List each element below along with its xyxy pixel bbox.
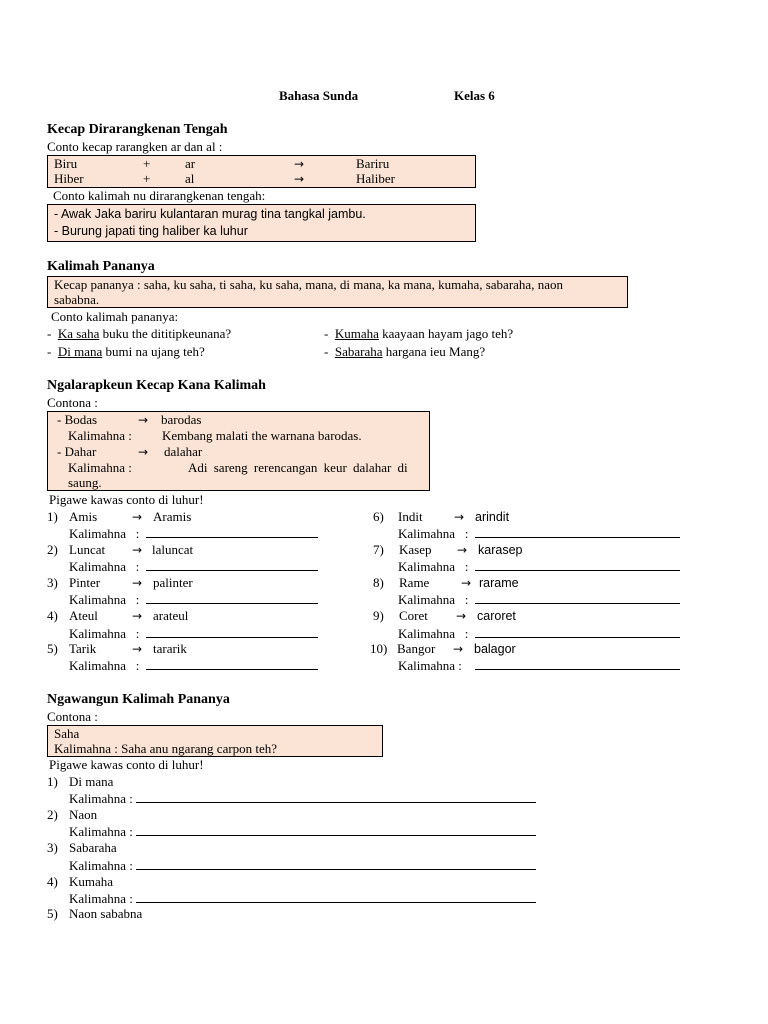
answer-line[interactable]: Kalimahna : <box>69 558 318 575</box>
question-words-line: sababna. <box>54 292 100 307</box>
answer-line[interactable]: Kalimahna : <box>398 591 680 608</box>
answer-line[interactable]: Kalimahna : <box>398 625 680 642</box>
section1-intro2: Conto kalimah nu dirarangkenan tengah: <box>53 188 266 203</box>
exercise-word: Naon <box>69 807 98 822</box>
answer-line[interactable]: Kalimahna : <box>69 790 536 807</box>
exercise-item: 5) <box>47 906 58 921</box>
section4-heading: Ngawangun Kalimah Pananya <box>47 692 230 707</box>
exercise-item: 3) <box>47 575 58 590</box>
exercise-item: 5) <box>47 641 58 656</box>
plus-sign: + <box>143 156 151 171</box>
exercise-result: palinter <box>153 575 193 590</box>
sentence-example-box <box>47 204 476 242</box>
answer-line[interactable]: Kalimahna : <box>69 823 536 840</box>
exercise-item: 8) <box>373 575 384 590</box>
exercise-word: Kasep <box>399 542 432 557</box>
arrow-icon: → <box>456 609 467 623</box>
section2-intro: Conto kalimah pananya: <box>51 309 179 324</box>
exercise-word: Rame <box>399 575 430 590</box>
question-words-box <box>47 276 628 308</box>
exercise-item: 10) <box>370 641 388 656</box>
exercise-word: Bangor <box>397 641 436 656</box>
arrow-icon: → <box>132 642 143 656</box>
arrow-icon: → <box>138 413 149 427</box>
example-word: - Dahar <box>57 444 97 459</box>
arrow-icon: → <box>132 609 143 623</box>
arrow-icon: → <box>457 543 468 557</box>
plus-sign: + <box>143 171 151 186</box>
question-example: - Sabaraha hargana ieu Mang? <box>324 344 486 359</box>
exercise-word: Amis <box>69 509 98 524</box>
example-sentence: Adi sareng rerencangan keur dalahar di <box>188 460 408 475</box>
exercise-item: 9) <box>373 608 384 623</box>
section2-heading: Kalimah Pananya <box>47 259 155 274</box>
arrow-icon: → <box>461 576 472 590</box>
answer-line[interactable]: Kalimahna : <box>398 657 680 674</box>
arrow-icon: → <box>294 157 305 171</box>
arrow-icon: → <box>132 543 143 557</box>
example-sentence: - Burung japati ting haliber ka luhur <box>54 224 248 238</box>
arrow-icon: → <box>294 172 305 186</box>
example-sentence: saung. <box>68 475 102 490</box>
section1-intro: Conto kecap rarangken ar dan al : <box>47 139 223 154</box>
example-sentence: Kalimahna : Saha anu ngarang carpon teh? <box>54 741 278 756</box>
arrow-icon: → <box>454 510 465 524</box>
section4-instruction: Pigawe kawas conto di luhur! <box>49 757 204 772</box>
exercise-item: 2) <box>47 807 58 822</box>
result-word: dalahar <box>164 444 203 459</box>
exercise-result: rarame <box>479 576 519 590</box>
result-word: Bariru <box>356 156 390 171</box>
answer-line[interactable]: Kalimahna : <box>69 625 318 642</box>
exercise-word: Ateul <box>69 608 98 623</box>
answer-line[interactable]: Kalimahna : <box>69 657 318 674</box>
exercise-item: 4) <box>47 874 58 889</box>
exercise-item: 3) <box>47 840 58 855</box>
exercise-word: Coret <box>399 608 428 623</box>
exercise-result: arindit <box>475 510 510 524</box>
exercise-word: Indit <box>398 509 423 524</box>
example-word: - Bodas <box>57 412 98 427</box>
answer-line[interactable]: Kalimahna : <box>69 857 536 874</box>
exercise-result: arateul <box>153 608 189 623</box>
answer-line[interactable]: Kalimahna : <box>398 525 680 542</box>
exercise-result: karasep <box>478 543 523 557</box>
exercise-word: Di mana <box>69 774 114 789</box>
arrow-icon: → <box>132 576 143 590</box>
exercise-item: 4) <box>47 608 58 623</box>
question-example-box <box>47 725 383 757</box>
affix: ar <box>185 156 196 171</box>
section4-contona: Contona : <box>47 709 98 724</box>
exercise-word: Naon sababna <box>69 906 143 921</box>
exercise-word: Pinter <box>69 575 101 590</box>
example-word: Biru <box>54 156 78 171</box>
arrow-icon: → <box>138 445 149 459</box>
question-words-line: Kecap pananya : saha, ku saha, ti saha, ku saha, mana, di mana, ka mana, kumaha, sabaraha, naon <box>54 277 563 292</box>
exercise-word: Sabaraha <box>69 840 117 855</box>
kalimahna-label: Kalimahna : <box>68 460 132 475</box>
grade-title: Kelas 6 <box>454 88 495 103</box>
exercise-result: caroret <box>477 609 516 623</box>
exercise-result: Aramis <box>153 509 192 524</box>
exercise-word: Kumaha <box>69 874 114 889</box>
example-sentence: Kembang malati the warnana barodas. <box>162 428 362 443</box>
question-example: - Kumaha kaayaan hayam jago teh? <box>324 326 514 341</box>
arrow-icon: → <box>132 510 143 524</box>
exercise-result: tararik <box>153 641 187 656</box>
question-example: - Di mana bumi na ujang teh? <box>47 344 205 359</box>
exercise-item: 2) <box>47 542 58 557</box>
example-sentence: - Awak Jaka bariru kulantaran murag tina tangkal jambu. <box>54 207 366 221</box>
answer-line[interactable]: Kalimahna : <box>69 591 318 608</box>
answer-line[interactable]: Kalimahna : <box>69 525 318 542</box>
exercise-result: laluncat <box>152 542 194 557</box>
exercise-item: 1) <box>47 509 58 524</box>
exercise-item: 7) <box>373 542 384 557</box>
question-example: - Ka saha buku the dititipkeunana? <box>47 326 232 341</box>
answer-line[interactable]: Kalimahna : <box>398 558 680 575</box>
example-word: Hiber <box>54 171 84 186</box>
exercise-result: balagor <box>474 642 516 656</box>
affix: al <box>185 171 195 186</box>
example-word: Saha <box>54 726 80 741</box>
section3-contona: Contona : <box>47 395 98 410</box>
result-word: Haliber <box>356 171 395 186</box>
exercise-word: Tarik <box>69 641 97 656</box>
kalimahna-label: Kalimahna : <box>68 428 132 443</box>
section3-heading: Ngalarapkeun Kecap Kana Kalimah <box>47 378 266 393</box>
subject-title: Bahasa Sunda <box>279 88 359 103</box>
result-word: barodas <box>161 412 202 427</box>
answer-line[interactable]: Kalimahna : <box>69 890 536 907</box>
exercise-item: 6) <box>373 509 384 524</box>
section1-heading: Kecap Dirarangkenan Tengah <box>47 122 228 137</box>
affix-example-box <box>47 155 476 188</box>
arrow-icon: → <box>453 642 464 656</box>
exercise-word: Luncat <box>69 542 106 557</box>
exercise-item: 1) <box>47 774 58 789</box>
section3-instruction: Pigawe kawas conto di luhur! <box>49 492 204 507</box>
example-box <box>47 411 430 491</box>
